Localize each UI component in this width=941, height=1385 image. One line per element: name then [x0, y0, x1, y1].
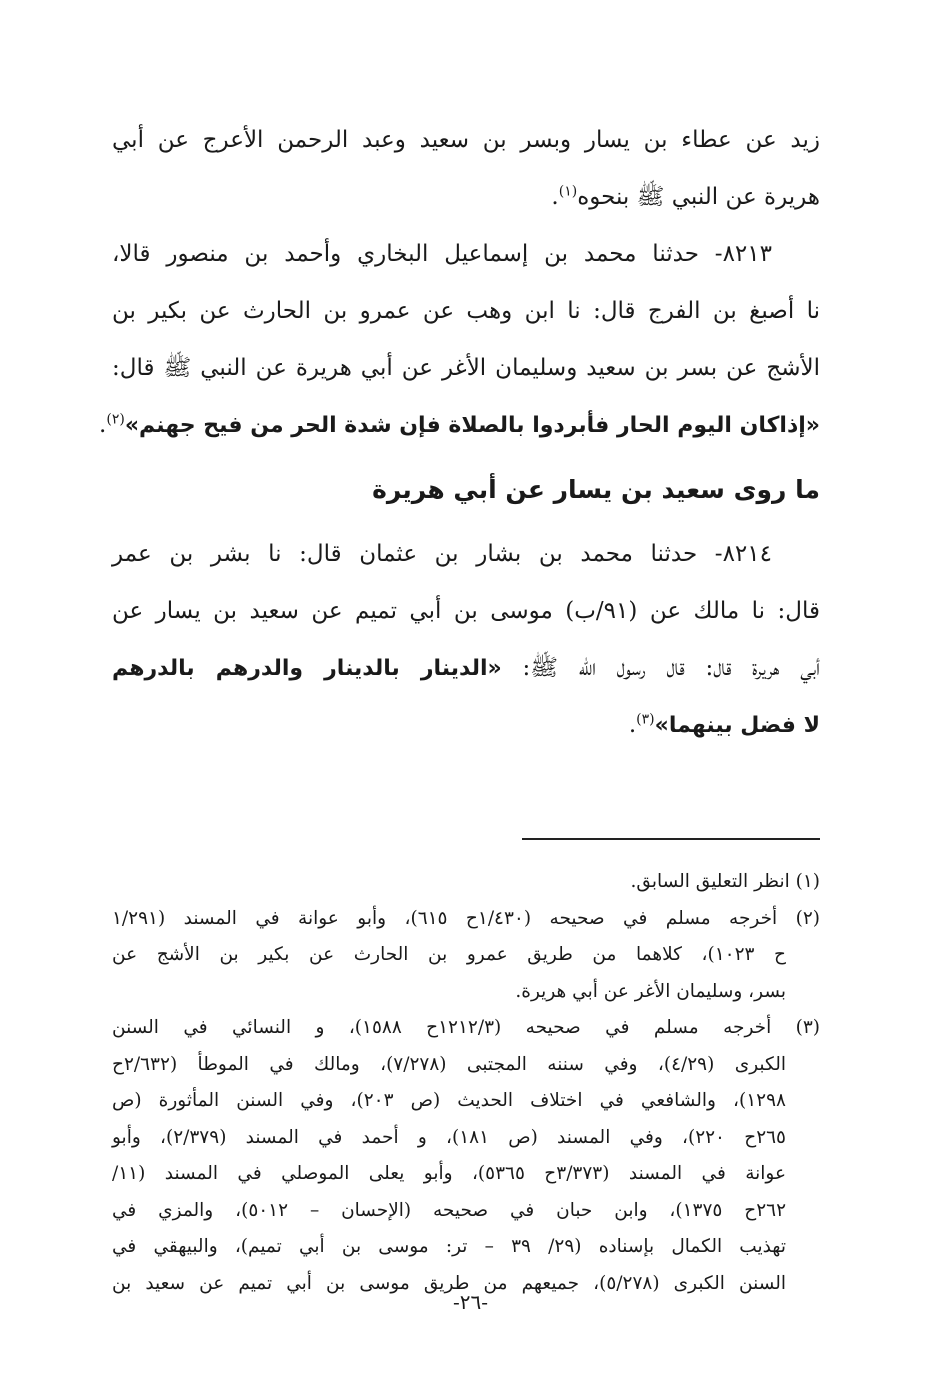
- page-body: [99, 112, 821, 1294]
- punctuation: .: [99, 412, 107, 438]
- footnote-line: (٣) أخرجه مسلم في صحيحه (١٢١٢/٣ح ١٥٨٨)، و النسائي في السنن: [112, 1017, 821, 1038]
- text-line: قال: نا مالك عن (٩١/ب) موسى بن أبي تميم عن سعيد بن يسار عن: [112, 598, 820, 624]
- footnote-line: (١) انظر التعليق السابق.: [630, 871, 820, 892]
- footnote-1: [112, 864, 820, 901]
- main-text: [99, 112, 820, 754]
- text-line: الأشج عن بسر بن سعيد وسليمان الأغر عن أبي هريرة عن النبي ﷺ قال:: [112, 355, 820, 381]
- footnote-line: ٢٦٢ح ١٣٧٥)، وابن حبان في صحيحه (الإحسان – ٥٠١٢)، والمزي في: [112, 1199, 787, 1221]
- text-line: [112, 697, 820, 754]
- text-line: زيد عن عطاء بن يسار وبسر بن سعيد وعبد الرحمن الأعرج عن أبي: [112, 127, 820, 153]
- paragraph-1: [112, 112, 820, 226]
- punctuation: .: [551, 184, 559, 210]
- text-line: [112, 640, 820, 697]
- text-line: ٨٢١٣- حدثنا محمد بن إسماعيل البخاري وأحمد بن منصور قالا،: [112, 241, 772, 267]
- footnote-ref: (٢): [106, 411, 125, 428]
- punctuation: .: [628, 712, 637, 738]
- page-number: -٢٦-: [452, 1290, 488, 1314]
- footnote-line: (٢) أخرجه مسلم في صحيحه (١/٤٣٠ح ٦١٥)، وأبو عوانة في المسند (١/٢٩١: [112, 907, 820, 929]
- footnote-line: ٢٦٥ح ٢٢٠)، وفي المسند (ص ١٨١)، و أحمد في المسند (٢/٣٧٩)، وأبو: [112, 1126, 786, 1148]
- footnote-line: ١٢٩٨)، والشافعي في اختلاف الحديث (ص ٢٠٣)، وفي السنن المأثورة (ص: [112, 1090, 786, 1111]
- text-line: [99, 397, 820, 454]
- text-line: [112, 169, 820, 226]
- footnote-line: بسر، وسليمان الأغر عن أبي هريرة.: [515, 980, 786, 1002]
- hadith-quote: «إذاكان اليوم الحار فأبردوا بالصلاة فإن شدة الحر من فيح جهنم»: [124, 413, 820, 438]
- footnote-line: السنن الكبرى (٥/٢٧٨)، جميعهم من طريق موسى بن أبي تميم عن سعيد بن: [112, 1272, 786, 1294]
- footnote-separator: [522, 838, 820, 840]
- footnote-3: [112, 1010, 820, 1302]
- footnote-ref: (٣): [636, 711, 655, 728]
- text-line: نا أصبغ بن الفرج قال: نا ابن وهب عن عمرو بن الحارث عن بكير بن: [112, 298, 820, 324]
- hadith-8214: [112, 526, 820, 754]
- section-heading: ما روى سعيد بن يسار عن أبي هريرة: [372, 475, 820, 504]
- footnote-ref: (١): [558, 183, 578, 200]
- hadith-quote: لا فضل بينهما»: [654, 713, 820, 738]
- footnote-line: ح ١٠٢٣)، كلاهما من طريق عمرو بن الحارث عن بكير بن الأشج عن: [112, 944, 787, 965]
- hadith-quote: «الدينار بالدينار والدرهم بالدرهم: [112, 656, 502, 681]
- footnotes: [112, 864, 820, 1302]
- footnote-line: تهذيب الكمال بإسناده (٢٩/ ٣٩ – تر: موسى بن أبي تميم)، والبيهقي في: [112, 1236, 786, 1257]
- text-line: ٨٢١٤- حدثنا محمد بن بشار بن عثمان قال: نا بشر بن عمر: [112, 541, 772, 567]
- footnote-2: [112, 901, 820, 1011]
- text-span: أبي هريرة قال: قال رسول الله ﷺ:: [501, 655, 820, 681]
- hadith-8213: [99, 226, 820, 454]
- footnote-line: الكبرى (٤/٢٩)، وفي سننه المجتبى (٧/٢٧٨)، ومالك في الموطأ (٢/٦٣٢ح: [112, 1053, 786, 1075]
- footnote-line: عوانة في المسند (٣/٣٧٣ح ٥٣٦٥)، وأبو يعلى الموصلي في المسند (١١/: [112, 1163, 787, 1184]
- text-span: هريرة عن النبي ﷺ بنحوه: [577, 184, 820, 210]
